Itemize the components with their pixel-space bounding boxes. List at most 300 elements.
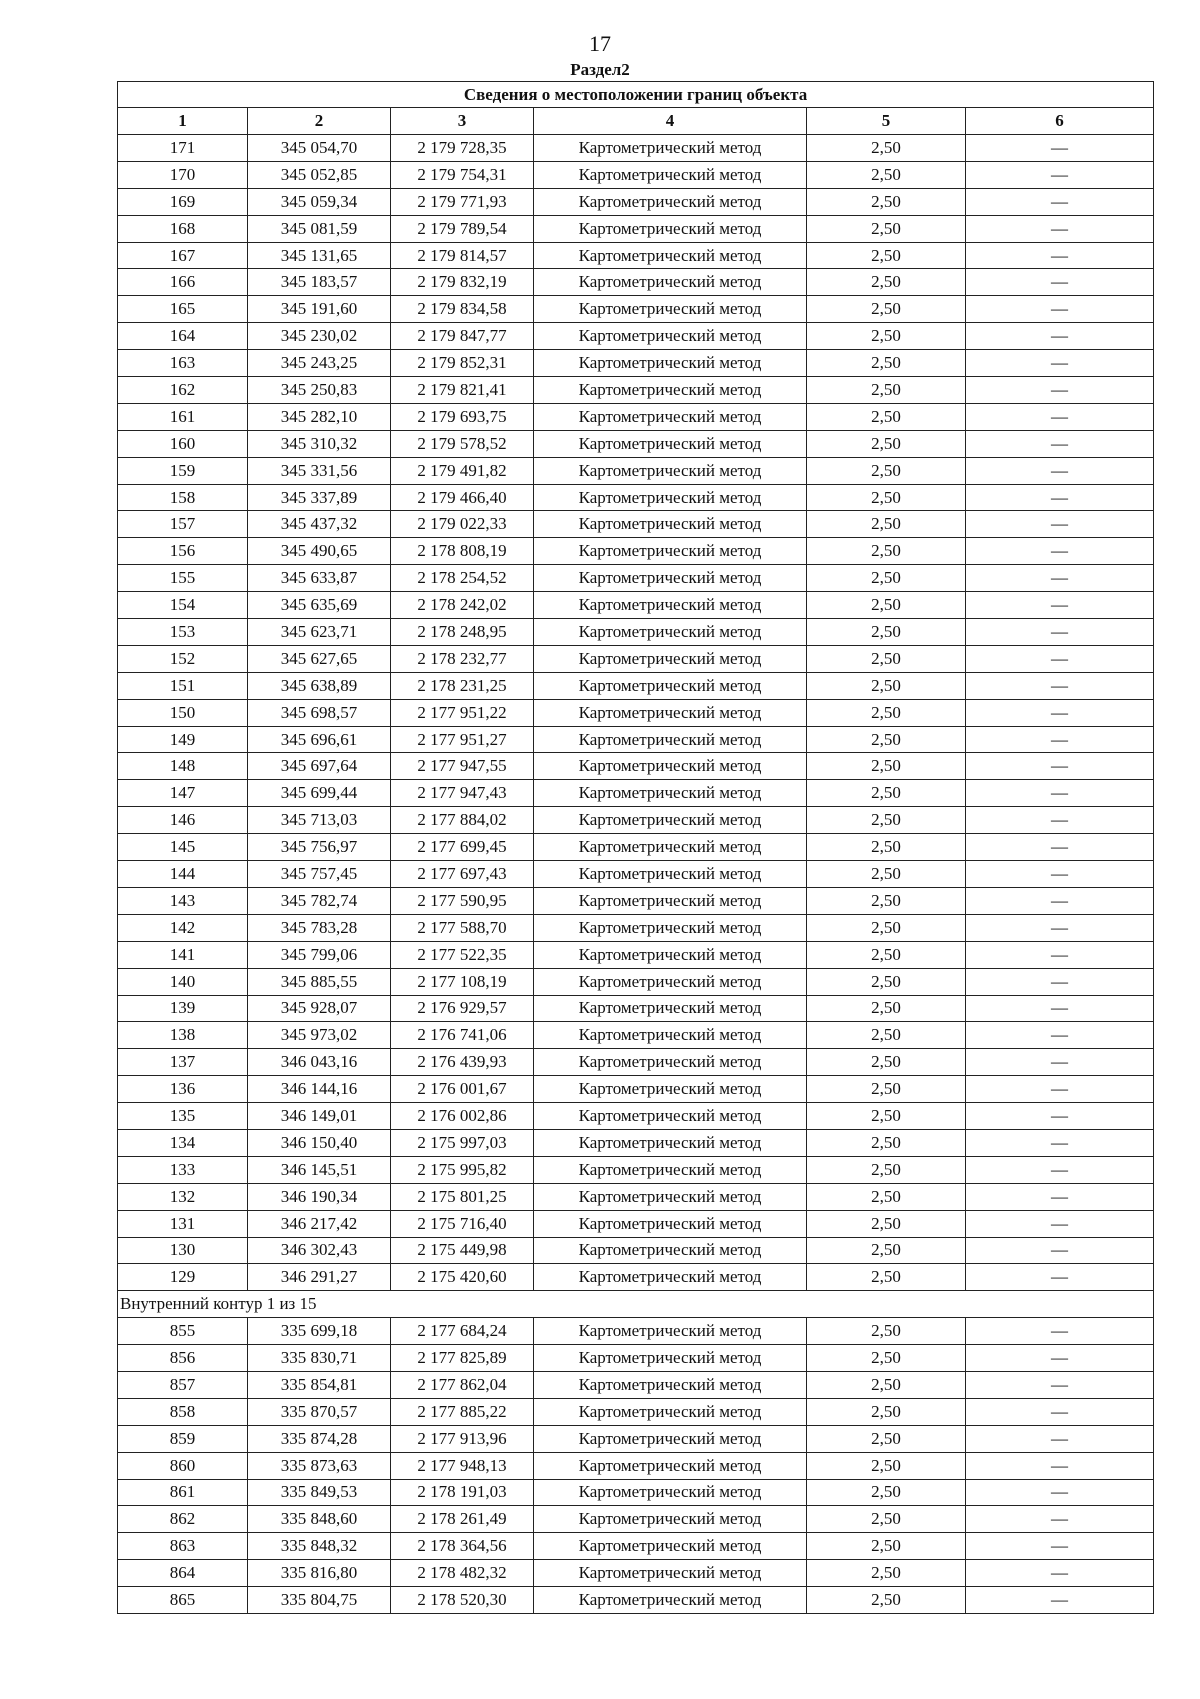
cell-coord-x: 345 230,02 [248,323,391,350]
cell-method: Картометрический метод [534,1506,807,1533]
cell-point-number: 165 [118,296,248,323]
cell-method: Картометрический метод [534,242,807,269]
cell-method: Картометрический метод [534,484,807,511]
cell-coord-y: 2 178 254,52 [391,565,534,592]
cell-coord-x: 345 490,65 [248,538,391,565]
cell-description: — [966,1345,1154,1372]
cell-point-number: 134 [118,1129,248,1156]
table-row [118,1506,1154,1533]
cell-coord-y: 2 179 832,19 [391,269,534,296]
cell-method: Картометрический метод [534,1318,807,1345]
cell-method: Картометрический метод [534,377,807,404]
cell-description: — [966,672,1154,699]
table-row [118,377,1154,404]
cell-accuracy: 2,50 [807,1318,966,1345]
cell-coord-x: 345 713,03 [248,807,391,834]
table-row [118,1103,1154,1130]
table-title: Сведения о местоположении границ объекта [118,82,1154,108]
cell-point-number: 168 [118,215,248,242]
cell-accuracy: 2,50 [807,672,966,699]
cell-method: Картометрический метод [534,726,807,753]
cell-coord-x: 335 873,63 [248,1452,391,1479]
cell-description: — [966,1103,1154,1130]
cell-description: — [966,511,1154,538]
cell-coord-x: 346 144,16 [248,1076,391,1103]
cell-accuracy: 2,50 [807,1156,966,1183]
cell-accuracy: 2,50 [807,619,966,646]
cell-description: — [966,188,1154,215]
cell-coord-y: 2 178 191,03 [391,1479,534,1506]
table-row [118,565,1154,592]
page-number: 17 [589,31,611,56]
table-row [118,323,1154,350]
table-row [118,1452,1154,1479]
table-title-row [118,82,1154,108]
cell-description: — [966,726,1154,753]
table-row [118,403,1154,430]
table-row [118,538,1154,565]
cell-point-number: 162 [118,377,248,404]
cell-description: — [966,1049,1154,1076]
cell-accuracy: 2,50 [807,968,966,995]
cell-accuracy: 2,50 [807,1022,966,1049]
cell-description: — [966,1533,1154,1560]
table-row [118,1210,1154,1237]
cell-coord-x: 345 623,71 [248,619,391,646]
cell-method: Картометрический метод [534,511,807,538]
cell-coord-x: 345 331,56 [248,457,391,484]
cell-coord-x: 345 783,28 [248,914,391,941]
table-row [118,269,1154,296]
cell-method: Картометрический метод [534,430,807,457]
cell-method: Картометрический метод [534,350,807,377]
cell-coord-x: 345 633,87 [248,565,391,592]
cell-accuracy: 2,50 [807,1345,966,1372]
cell-method: Картометрический метод [534,887,807,914]
cell-coord-y: 2 176 002,86 [391,1103,534,1130]
cell-point-number: 164 [118,323,248,350]
cell-coord-x: 345 337,89 [248,484,391,511]
cell-coord-y: 2 176 439,93 [391,1049,534,1076]
table-row [118,484,1154,511]
cell-description: — [966,914,1154,941]
cell-method: Картометрический метод [534,1560,807,1587]
table-row [118,1560,1154,1587]
table-row [118,511,1154,538]
cell-point-number: 144 [118,861,248,888]
cell-method: Картометрический метод [534,1479,807,1506]
cell-accuracy: 2,50 [807,834,966,861]
cell-point-number: 857 [118,1371,248,1398]
column-header: 1 [118,108,248,135]
table-row [118,1533,1154,1560]
table-row [118,242,1154,269]
cell-accuracy: 2,50 [807,780,966,807]
cell-point-number: 855 [118,1318,248,1345]
cell-coord-x: 335 699,18 [248,1318,391,1345]
cell-point-number: 143 [118,887,248,914]
cell-description: — [966,645,1154,672]
cell-description: — [966,995,1154,1022]
cell-point-number: 159 [118,457,248,484]
cell-method: Картометрический метод [534,834,807,861]
cell-description: — [966,215,1154,242]
cell-coord-x: 335 849,53 [248,1479,391,1506]
cell-description: — [966,484,1154,511]
cell-coord-y: 2 177 684,24 [391,1318,534,1345]
cell-accuracy: 2,50 [807,995,966,1022]
cell-accuracy: 2,50 [807,1237,966,1264]
table-row [118,941,1154,968]
cell-coord-y: 2 177 913,96 [391,1425,534,1452]
cell-coord-y: 2 176 741,06 [391,1022,534,1049]
cell-point-number: 137 [118,1049,248,1076]
cell-description: — [966,753,1154,780]
cell-accuracy: 2,50 [807,457,966,484]
cell-coord-y: 2 179 847,77 [391,323,534,350]
cell-description: — [966,1156,1154,1183]
cell-coord-x: 345 638,89 [248,672,391,699]
cell-coord-x: 345 250,83 [248,377,391,404]
cell-point-number: 865 [118,1587,248,1614]
cell-point-number: 158 [118,484,248,511]
cell-description: — [966,350,1154,377]
cell-accuracy: 2,50 [807,377,966,404]
cell-method: Картометрический метод [534,1371,807,1398]
cell-accuracy: 2,50 [807,215,966,242]
cell-coord-y: 2 179 466,40 [391,484,534,511]
cell-coord-x: 346 291,27 [248,1264,391,1291]
cell-point-number: 169 [118,188,248,215]
cell-coord-y: 2 175 716,40 [391,1210,534,1237]
cell-coord-y: 2 176 001,67 [391,1076,534,1103]
table-row [118,887,1154,914]
cell-point-number: 170 [118,161,248,188]
cell-coord-y: 2 177 948,13 [391,1452,534,1479]
cell-coord-y: 2 179 022,33 [391,511,534,538]
cell-method: Картометрический метод [534,1076,807,1103]
table-row [118,1371,1154,1398]
cell-accuracy: 2,50 [807,1183,966,1210]
cell-coord-x: 346 217,42 [248,1210,391,1237]
cell-coord-y: 2 179 852,31 [391,350,534,377]
cell-accuracy: 2,50 [807,1452,966,1479]
cell-method: Картометрический метод [534,1049,807,1076]
cell-coord-y: 2 175 997,03 [391,1129,534,1156]
cell-method: Картометрический метод [534,1398,807,1425]
cell-accuracy: 2,50 [807,1210,966,1237]
cell-coord-x: 345 243,25 [248,350,391,377]
cell-description: — [966,1398,1154,1425]
cell-method: Картометрический метод [534,753,807,780]
cell-coord-y: 2 179 578,52 [391,430,534,457]
cell-point-number: 153 [118,619,248,646]
cell-method: Картометрический метод [534,672,807,699]
table-row [118,834,1154,861]
cell-description: — [966,1022,1154,1049]
table-row [118,1022,1154,1049]
cell-accuracy: 2,50 [807,511,966,538]
cell-coord-y: 2 178 242,02 [391,592,534,619]
cell-coord-y: 2 179 834,58 [391,296,534,323]
cell-coord-y: 2 175 420,60 [391,1264,534,1291]
cell-description: — [966,887,1154,914]
table-row [118,296,1154,323]
cell-description: — [966,430,1154,457]
contour-label: Внутренний контур 1 из 15 [118,1291,1154,1318]
cell-coord-y: 2 178 232,77 [391,645,534,672]
cell-coord-x: 335 816,80 [248,1560,391,1587]
cell-accuracy: 2,50 [807,323,966,350]
cell-point-number: 130 [118,1237,248,1264]
cell-description: — [966,619,1154,646]
cell-description: — [966,323,1154,350]
cell-point-number: 142 [118,914,248,941]
cell-method: Картометрический метод [534,161,807,188]
cell-point-number: 861 [118,1479,248,1506]
cell-method: Картометрический метод [534,188,807,215]
cell-method: Картометрический метод [534,1587,807,1614]
cell-coord-x: 345 131,65 [248,242,391,269]
cell-point-number: 862 [118,1506,248,1533]
cell-coord-y: 2 178 808,19 [391,538,534,565]
cell-accuracy: 2,50 [807,430,966,457]
column-header: 2 [248,108,391,135]
cell-method: Картометрический метод [534,699,807,726]
cell-description: — [966,941,1154,968]
cell-point-number: 864 [118,1560,248,1587]
cell-method: Картометрический метод [534,403,807,430]
cell-description: — [966,1506,1154,1533]
table-row [118,699,1154,726]
cell-description: — [966,565,1154,592]
table-row [118,780,1154,807]
cell-coord-y: 2 176 929,57 [391,995,534,1022]
cell-method: Картометрический метод [534,1452,807,1479]
cell-description: — [966,1318,1154,1345]
cell-method: Картометрический метод [534,619,807,646]
cell-coord-x: 345 635,69 [248,592,391,619]
cell-method: Картометрический метод [534,1264,807,1291]
cell-method: Картометрический метод [534,135,807,162]
cell-point-number: 135 [118,1103,248,1130]
cell-point-number: 161 [118,403,248,430]
cell-accuracy: 2,50 [807,565,966,592]
table-row [118,188,1154,215]
cell-method: Картометрический метод [534,269,807,296]
cell-coord-y: 2 178 231,25 [391,672,534,699]
cell-coord-x: 345 697,64 [248,753,391,780]
cell-coord-x: 345 782,74 [248,887,391,914]
table-row [118,753,1154,780]
cell-accuracy: 2,50 [807,1129,966,1156]
table-row [118,430,1154,457]
cell-point-number: 139 [118,995,248,1022]
cell-point-number: 147 [118,780,248,807]
cell-accuracy: 2,50 [807,135,966,162]
cell-coord-x: 345 696,61 [248,726,391,753]
cell-coord-y: 2 179 728,35 [391,135,534,162]
cell-description: — [966,834,1154,861]
cell-coord-y: 2 175 449,98 [391,1237,534,1264]
cell-accuracy: 2,50 [807,538,966,565]
table-row [118,1264,1154,1291]
column-header: 6 [966,108,1154,135]
table-header-row [118,108,1154,135]
cell-accuracy: 2,50 [807,1479,966,1506]
cell-description: — [966,968,1154,995]
cell-accuracy: 2,50 [807,1049,966,1076]
cell-point-number: 863 [118,1533,248,1560]
cell-coord-y: 2 178 520,30 [391,1587,534,1614]
cell-description: — [966,592,1154,619]
cell-coord-x: 345 059,34 [248,188,391,215]
table-row [118,1479,1154,1506]
cell-method: Картометрический метод [534,1156,807,1183]
cell-coord-y: 2 179 754,31 [391,161,534,188]
cell-accuracy: 2,50 [807,242,966,269]
cell-method: Картометрический метод [534,1129,807,1156]
cell-point-number: 156 [118,538,248,565]
cell-method: Картометрический метод [534,565,807,592]
cell-coord-x: 346 149,01 [248,1103,391,1130]
cell-coord-y: 2 175 995,82 [391,1156,534,1183]
cell-coord-x: 335 848,32 [248,1533,391,1560]
cell-point-number: 856 [118,1345,248,1372]
cell-accuracy: 2,50 [807,914,966,941]
cell-coord-x: 345 054,70 [248,135,391,162]
cell-point-number: 167 [118,242,248,269]
cell-coord-x: 345 756,97 [248,834,391,861]
section-label: Раздел2 [570,60,630,79]
cell-method: Картометрический метод [534,861,807,888]
cell-accuracy: 2,50 [807,699,966,726]
cell-point-number: 146 [118,807,248,834]
cell-accuracy: 2,50 [807,484,966,511]
table-row [118,350,1154,377]
cell-point-number: 140 [118,968,248,995]
cell-point-number: 129 [118,1264,248,1291]
cell-coord-x: 345 699,44 [248,780,391,807]
cell-coord-y: 2 177 951,22 [391,699,534,726]
cell-accuracy: 2,50 [807,1425,966,1452]
cell-point-number: 138 [118,1022,248,1049]
cell-method: Картометрический метод [534,645,807,672]
cell-point-number: 858 [118,1398,248,1425]
cell-method: Картометрический метод [534,215,807,242]
table-row [118,1237,1154,1264]
cell-accuracy: 2,50 [807,753,966,780]
cell-coord-y: 2 177 862,04 [391,1371,534,1398]
cell-coord-x: 335 848,60 [248,1506,391,1533]
cell-accuracy: 2,50 [807,1560,966,1587]
cell-description: — [966,1076,1154,1103]
boundary-table [117,81,1154,1614]
cell-coord-y: 2 177 522,35 [391,941,534,968]
cell-point-number: 151 [118,672,248,699]
cell-coord-x: 345 885,55 [248,968,391,995]
table-row [118,161,1154,188]
cell-coord-x: 335 804,75 [248,1587,391,1614]
cell-point-number: 150 [118,699,248,726]
cell-point-number: 133 [118,1156,248,1183]
cell-accuracy: 2,50 [807,1506,966,1533]
cell-accuracy: 2,50 [807,1076,966,1103]
cell-coord-x: 345 183,57 [248,269,391,296]
cell-method: Картометрический метод [534,592,807,619]
cell-point-number: 131 [118,1210,248,1237]
table-row [118,1076,1154,1103]
column-header: 4 [534,108,807,135]
cell-coord-x: 345 757,45 [248,861,391,888]
cell-method: Картометрический метод [534,968,807,995]
cell-method: Картометрический метод [534,1425,807,1452]
cell-method: Картометрический метод [534,807,807,834]
cell-coord-x: 335 874,28 [248,1425,391,1452]
cell-accuracy: 2,50 [807,887,966,914]
cell-coord-y: 2 178 248,95 [391,619,534,646]
cell-coord-x: 345 282,10 [248,403,391,430]
cell-method: Картометрический метод [534,323,807,350]
cell-description: — [966,1560,1154,1587]
cell-description: — [966,1452,1154,1479]
cell-description: — [966,699,1154,726]
cell-method: Картометрический метод [534,1237,807,1264]
cell-description: — [966,457,1154,484]
cell-description: — [966,1183,1154,1210]
cell-point-number: 859 [118,1425,248,1452]
cell-accuracy: 2,50 [807,861,966,888]
cell-coord-x: 345 191,60 [248,296,391,323]
table-row [118,861,1154,888]
cell-accuracy: 2,50 [807,1398,966,1425]
cell-accuracy: 2,50 [807,188,966,215]
column-header: 5 [807,108,966,135]
table-row [118,619,1154,646]
cell-coord-y: 2 177 108,19 [391,968,534,995]
cell-coord-x: 346 145,51 [248,1156,391,1183]
cell-description: — [966,296,1154,323]
cell-coord-x: 346 302,43 [248,1237,391,1264]
cell-coord-x: 345 928,07 [248,995,391,1022]
cell-method: Картометрический метод [534,941,807,968]
table-row [118,215,1154,242]
cell-coord-y: 2 177 885,22 [391,1398,534,1425]
cell-coord-y: 2 177 588,70 [391,914,534,941]
cell-point-number: 154 [118,592,248,619]
cell-description: — [966,1479,1154,1506]
table-row [118,592,1154,619]
cell-point-number: 163 [118,350,248,377]
table-row [118,1398,1154,1425]
cell-coord-x: 346 190,34 [248,1183,391,1210]
cell-coord-y: 2 175 801,25 [391,1183,534,1210]
cell-coord-x: 345 627,65 [248,645,391,672]
cell-point-number: 157 [118,511,248,538]
cell-coord-y: 2 179 693,75 [391,403,534,430]
cell-coord-x: 345 973,02 [248,1022,391,1049]
cell-description: — [966,1587,1154,1614]
cell-method: Картометрический метод [534,1022,807,1049]
table-row [118,457,1154,484]
cell-method: Картометрический метод [534,1533,807,1560]
cell-point-number: 141 [118,941,248,968]
cell-method: Картометрический метод [534,995,807,1022]
cell-method: Картометрический метод [534,538,807,565]
cell-point-number: 166 [118,269,248,296]
cell-coord-y: 2 177 951,27 [391,726,534,753]
cell-accuracy: 2,50 [807,1533,966,1560]
